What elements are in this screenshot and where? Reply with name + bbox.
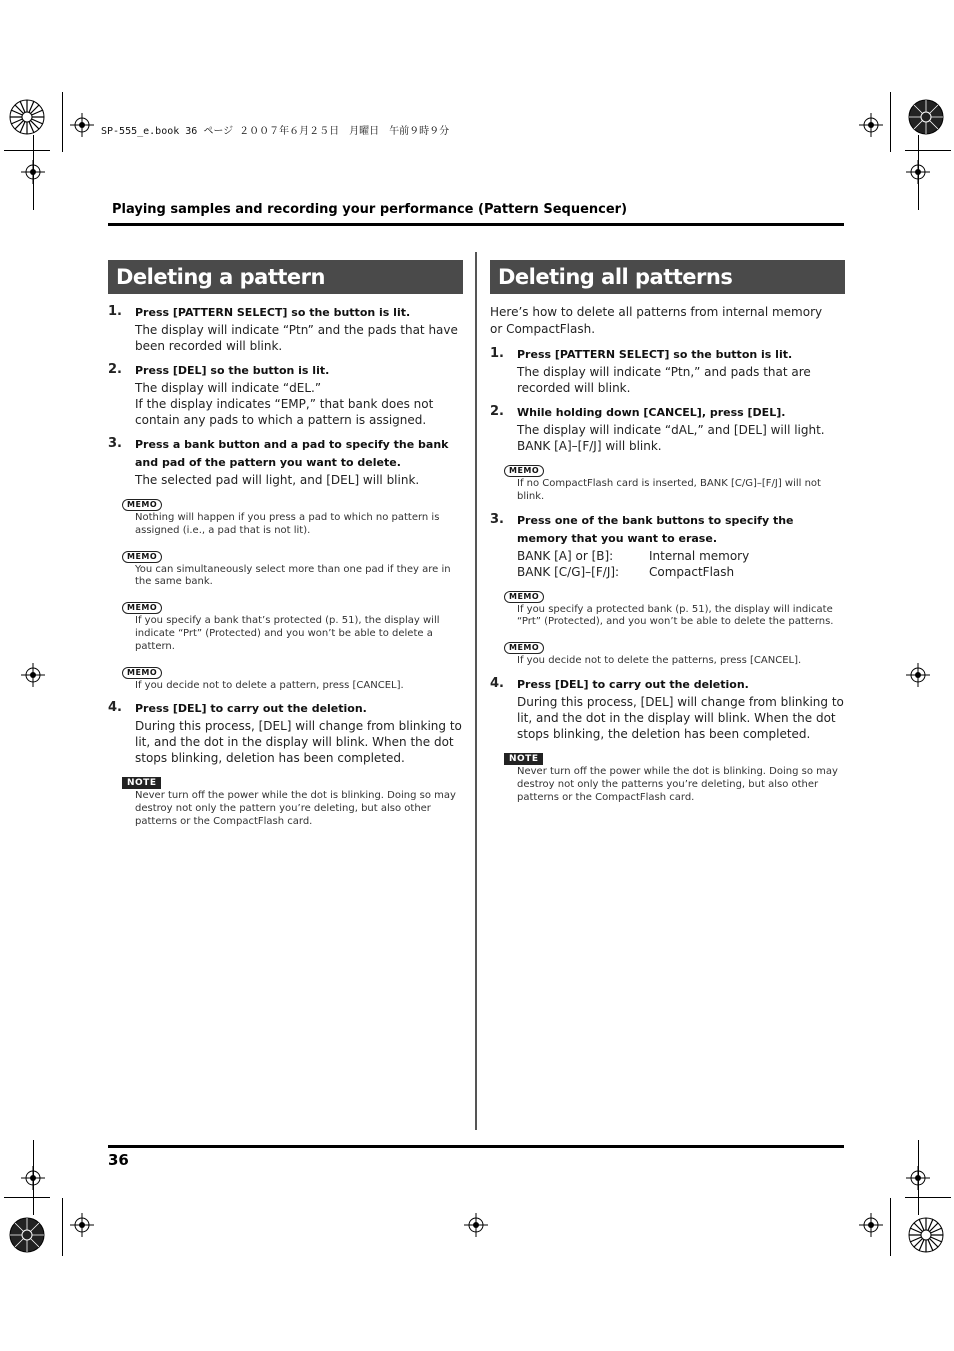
crosshair-icon [70, 113, 94, 137]
header-rule [108, 223, 844, 226]
step-text: BANK [A]–[F/J] will blink. [517, 439, 662, 453]
note-block [122, 770, 463, 828]
step-text: If the display indicates “EMP,” that bank does not contain any pads to which a pattern is assigned. [135, 397, 434, 427]
memo-text: If you specify a protected bank (p. 51), the display will indicate “Prt” (Protected), and you won’t be able to delete the patterns. [517, 603, 834, 628]
registration-wheel-icon [8, 1216, 46, 1254]
bank-label: BANK [C/G]–[F/J]: [517, 564, 620, 579]
step-title: While holding down [CANCEL], press [DEL]. [517, 406, 786, 419]
memo-icon: MEMO [504, 591, 544, 603]
memo-text: If no CompactFlash card is inserted, BANK [C/G]–[F/J] will not blink. [517, 478, 821, 502]
memo-block [122, 660, 463, 693]
step-text: During this process, [DEL] will change from blinking to lit, and the dot in the display will blink. When the dot stops blinking, deletion has been completed. [135, 719, 462, 766]
step-title: Press [PATTERN SELECT] so the button is lit. [135, 306, 411, 319]
step-text: The display will indicate “Ptn,” and pads that are recorded will blink. [517, 365, 811, 395]
step [108, 436, 463, 488]
note-text: Never turn off the power while the dot is blinking. Doing so may destroy not only the pattern you’re deleting, but also other patterns or the CompactFlash card. [135, 790, 456, 827]
memo-block [122, 595, 463, 653]
crop-mark [905, 1197, 951, 1198]
crop-mark [33, 1140, 34, 1215]
memo-block [122, 544, 463, 590]
memo-block [122, 492, 463, 538]
step-number: 3. [490, 511, 504, 527]
memo-block [504, 635, 845, 668]
registration-wheel-icon [8, 98, 46, 136]
memo-icon: MEMO [122, 499, 162, 511]
memo-icon: MEMO [122, 551, 162, 563]
step-number: 4. [490, 675, 504, 691]
step-number: 2. [490, 404, 504, 419]
step-number: 3. [108, 436, 122, 451]
memo-text: Nothing will happen if you press a pad to which no pattern is assigned (i.e., a pad that is not lit). [135, 512, 440, 536]
step [490, 512, 845, 580]
crop-mark [918, 135, 919, 210]
column-divider [475, 252, 477, 1130]
section-title: Deleting all patterns [490, 260, 845, 294]
step-number: 2. [108, 362, 122, 377]
step-title: Press [DEL] to carry out the deletion. [135, 702, 367, 716]
step-text: During this process, [DEL] will change from blinking to lit, and the dot in the display will blink. When the dot stops blinking, the deletion has been completed. [517, 694, 844, 741]
crosshair-icon [859, 113, 883, 137]
right-column [490, 260, 845, 810]
step-text: The display will indicate “dEL.” [135, 381, 322, 395]
step [108, 700, 463, 766]
memo-icon: MEMO [122, 602, 162, 614]
crop-mark [4, 150, 50, 151]
memo-text: If you specify a bank that’s protected (p. 51), the display will indicate “Prt” (Protected) and you won’t be able to delete a pattern. [135, 615, 440, 652]
crosshair-icon [859, 1213, 883, 1237]
section-title: Deleting a pattern [108, 260, 463, 294]
memo-text: You can simultaneously select more than one pad if they are in the same bank. [135, 563, 451, 588]
crop-mark [890, 1198, 891, 1256]
footer-rule [108, 1145, 844, 1148]
crop-mark [33, 135, 34, 210]
memo-block [504, 584, 845, 630]
crop-mark [62, 92, 63, 152]
step [490, 346, 845, 396]
left-column [108, 260, 463, 835]
page-number: 36 [108, 1151, 129, 1169]
step-number: 1. [108, 304, 122, 319]
note-block [504, 746, 845, 804]
crop-mark [890, 92, 891, 152]
step [108, 304, 463, 354]
step [490, 676, 845, 742]
bank-target: CompactFlash [649, 564, 735, 579]
crop-mark [918, 1140, 919, 1215]
step-title: Press one of the bank buttons to specify the memory that you want to erase. [517, 513, 794, 545]
memo-block [504, 458, 845, 504]
step [490, 404, 845, 454]
memo-text: If you decide not to delete a pattern, press [CANCEL]. [135, 679, 404, 691]
note-text: Never turn off the power while the dot is blinking. Doing so may destroy not only the patterns you’re deleting, but also other patterns or the CompactFlash card. [517, 765, 838, 803]
memo-icon: MEMO [504, 465, 544, 477]
crosshair-icon [464, 1213, 488, 1237]
crosshair-icon [70, 1213, 94, 1237]
step-text: The display will indicate “dAL,” and [DEL] will light. [517, 423, 825, 437]
note-icon: NOTE [504, 753, 543, 765]
step-title: Press [DEL] to carry out the deletion. [517, 677, 749, 691]
crop-mark [4, 1197, 50, 1198]
step-text: The selected pad will light, and [DEL] will blink. [135, 473, 420, 487]
step-title: Press [PATTERN SELECT] so the button is lit. [517, 348, 793, 361]
step-number: 1. [490, 346, 504, 361]
registration-wheel-icon [907, 98, 945, 136]
memo-icon: MEMO [504, 642, 544, 654]
intro-text: Here’s how to delete all patterns from internal memory or CompactFlash. [490, 305, 823, 336]
running-head: Playing samples and recording your performance (Pattern Sequencer) [112, 202, 628, 217]
crosshair-icon [21, 663, 45, 687]
bank-label: BANK [A] or [B]: [517, 548, 614, 563]
crop-mark [905, 150, 951, 151]
step-title: Press [DEL] so the button is lit. [135, 364, 330, 377]
crosshair-icon [906, 663, 930, 687]
memo-text: If you decide not to delete the patterns, press [CANCEL]. [517, 655, 802, 667]
bank-target: Internal memory [649, 548, 750, 563]
memo-icon: MEMO [122, 667, 162, 679]
step-number: 4. [108, 700, 122, 716]
crop-mark [62, 1198, 63, 1256]
file-header: SP-555_e.book 36 ページ ２００７年６月２５日 月曜日 午前９時９分 [101, 126, 450, 137]
registration-wheel-icon [907, 1216, 945, 1254]
step-title: Press a bank button and a pad to specify the bank and pad of the pattern you want to delete. [135, 438, 449, 469]
step-text: The display will indicate “Ptn” and the pads that have been recorded will blink. [135, 323, 458, 353]
step [108, 362, 463, 428]
bank-table [517, 548, 845, 580]
note-icon: NOTE [122, 777, 161, 789]
